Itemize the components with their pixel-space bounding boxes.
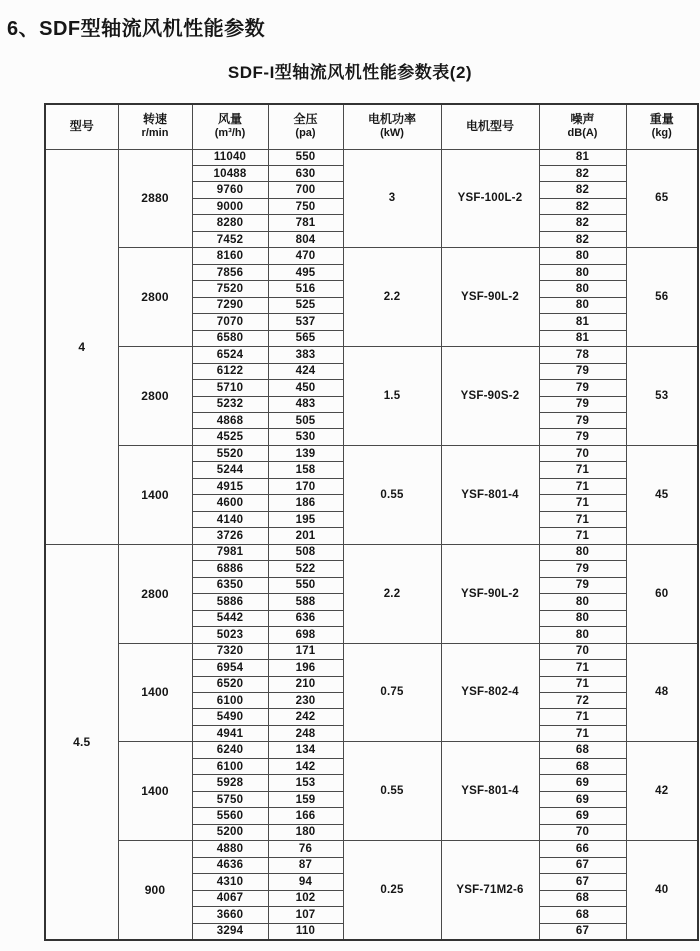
noise-cell: 78 [539, 347, 626, 363]
airflow-cell: 6350 [192, 577, 268, 593]
table-header [45, 104, 698, 149]
pressure-cell: 166 [268, 808, 343, 824]
power-cell: 0.55 [343, 742, 441, 841]
noise-cell: 80 [539, 248, 626, 264]
airflow-cell: 6240 [192, 742, 268, 758]
airflow-cell: 10488 [192, 165, 268, 181]
noise-cell: 70 [539, 445, 626, 461]
airflow-cell: 11040 [192, 149, 268, 165]
noise-cell: 79 [539, 577, 626, 593]
pressure-cell: 76 [268, 841, 343, 857]
pressure-cell: 424 [268, 363, 343, 379]
airflow-cell: 5232 [192, 396, 268, 412]
header-unit: dB(A) [567, 127, 598, 140]
weight-cell: 56 [626, 248, 698, 347]
weight-cell: 65 [626, 149, 698, 248]
table-row [45, 841, 698, 857]
airflow-cell: 4600 [192, 495, 268, 511]
airflow-cell: 3726 [192, 528, 268, 544]
pressure-cell: 630 [268, 165, 343, 181]
pressure-cell: 495 [268, 264, 343, 280]
noise-cell: 67 [539, 874, 626, 890]
noise-cell: 69 [539, 775, 626, 791]
noise-cell: 66 [539, 841, 626, 857]
table-row [45, 643, 698, 659]
pressure-cell: 550 [268, 149, 343, 165]
header-label: 噪声 [570, 112, 595, 127]
airflow-cell: 6954 [192, 660, 268, 676]
airflow-cell: 3660 [192, 907, 268, 923]
column-header-1 [118, 104, 192, 149]
table-row [45, 347, 698, 363]
pressure-cell: 588 [268, 594, 343, 610]
noise-cell: 71 [539, 660, 626, 676]
power-cell: 2.2 [343, 248, 441, 347]
airflow-cell: 6580 [192, 330, 268, 346]
pressure-cell: 804 [268, 231, 343, 247]
noise-cell: 82 [539, 165, 626, 181]
pressure-cell: 537 [268, 314, 343, 330]
speed-cell: 2800 [118, 347, 192, 446]
pressure-cell: 750 [268, 198, 343, 214]
column-header-6 [539, 104, 626, 149]
airflow-cell: 9760 [192, 182, 268, 198]
header-unit: (kW) [380, 127, 404, 140]
pressure-cell: 483 [268, 396, 343, 412]
pressure-cell: 110 [268, 923, 343, 940]
pressure-cell: 525 [268, 297, 343, 313]
airflow-cell: 6886 [192, 561, 268, 577]
pressure-cell: 134 [268, 742, 343, 758]
noise-cell: 82 [539, 182, 626, 198]
noise-cell: 80 [539, 610, 626, 626]
airflow-cell: 6524 [192, 347, 268, 363]
column-header-5 [441, 104, 539, 149]
airflow-cell: 5886 [192, 594, 268, 610]
noise-cell: 71 [539, 511, 626, 527]
table-body [45, 149, 698, 940]
header-label: 全压 [293, 112, 318, 127]
weight-cell: 45 [626, 445, 698, 544]
power-cell: 1.5 [343, 347, 441, 446]
noise-cell: 71 [539, 462, 626, 478]
motor-cell: YSF-801-4 [441, 742, 539, 841]
pressure-cell: 470 [268, 248, 343, 264]
airflow-cell: 9000 [192, 198, 268, 214]
pressure-cell: 139 [268, 445, 343, 461]
pressure-cell: 210 [268, 676, 343, 692]
airflow-cell: 5520 [192, 445, 268, 461]
noise-cell: 80 [539, 281, 626, 297]
airflow-cell: 7856 [192, 264, 268, 280]
pressure-cell: 242 [268, 709, 343, 725]
motor-cell: YSF-802-4 [441, 643, 539, 742]
airflow-cell: 8160 [192, 248, 268, 264]
noise-cell: 70 [539, 824, 626, 840]
weight-cell: 60 [626, 544, 698, 643]
column-header-0 [45, 104, 118, 149]
header-row [45, 104, 698, 149]
airflow-cell: 4525 [192, 429, 268, 445]
model-cell: 4.5 [45, 544, 118, 940]
airflow-cell: 7290 [192, 297, 268, 313]
airflow-cell: 4868 [192, 413, 268, 429]
airflow-cell: 5442 [192, 610, 268, 626]
airflow-cell: 5750 [192, 791, 268, 807]
airflow-cell: 4310 [192, 874, 268, 890]
column-header-2 [192, 104, 268, 149]
pressure-cell: 698 [268, 627, 343, 643]
header-label: 风量 [217, 112, 242, 127]
airflow-cell: 7070 [192, 314, 268, 330]
motor-cell: YSF-90S-2 [441, 347, 539, 446]
header-unit: (kg) [651, 127, 672, 140]
speed-cell: 2880 [118, 149, 192, 248]
pressure-cell: 636 [268, 610, 343, 626]
motor-cell: YSF-801-4 [441, 445, 539, 544]
pressure-cell: 170 [268, 478, 343, 494]
airflow-cell: 7320 [192, 643, 268, 659]
noise-cell: 79 [539, 561, 626, 577]
noise-cell: 71 [539, 725, 626, 741]
pressure-cell: 180 [268, 824, 343, 840]
noise-cell: 81 [539, 330, 626, 346]
airflow-cell: 5490 [192, 709, 268, 725]
header-label: 转速 [142, 112, 167, 127]
airflow-cell: 6100 [192, 692, 268, 708]
pressure-cell: 171 [268, 643, 343, 659]
noise-cell: 82 [539, 198, 626, 214]
speed-cell: 2800 [118, 544, 192, 643]
noise-cell: 79 [539, 413, 626, 429]
airflow-cell: 5200 [192, 824, 268, 840]
noise-cell: 71 [539, 478, 626, 494]
pressure-cell: 107 [268, 907, 343, 923]
pressure-cell: 565 [268, 330, 343, 346]
header-label: 型号 [69, 119, 94, 134]
pressure-cell: 196 [268, 660, 343, 676]
airflow-cell: 4941 [192, 725, 268, 741]
noise-cell: 80 [539, 297, 626, 313]
noise-cell: 70 [539, 643, 626, 659]
noise-cell: 71 [539, 676, 626, 692]
noise-cell: 69 [539, 791, 626, 807]
weight-cell: 40 [626, 841, 698, 940]
motor-cell: YSF-90L-2 [441, 248, 539, 347]
noise-cell: 81 [539, 149, 626, 165]
noise-cell: 79 [539, 380, 626, 396]
pressure-cell: 248 [268, 725, 343, 741]
header-unit: (m³/h) [214, 127, 246, 140]
power-cell: 2.2 [343, 544, 441, 643]
weight-cell: 53 [626, 347, 698, 446]
model-cell: 4 [45, 149, 118, 544]
pressure-cell: 450 [268, 380, 343, 396]
pressure-cell: 230 [268, 692, 343, 708]
noise-cell: 80 [539, 627, 626, 643]
noise-cell: 79 [539, 363, 626, 379]
power-cell: 0.25 [343, 841, 441, 940]
weight-cell: 48 [626, 643, 698, 742]
noise-cell: 82 [539, 215, 626, 231]
pressure-cell: 102 [268, 890, 343, 906]
pressure-cell: 201 [268, 528, 343, 544]
airflow-cell: 6100 [192, 758, 268, 774]
pressure-cell: 516 [268, 281, 343, 297]
airflow-cell: 7452 [192, 231, 268, 247]
pressure-cell: 159 [268, 791, 343, 807]
pressure-cell: 142 [268, 758, 343, 774]
airflow-cell: 5244 [192, 462, 268, 478]
airflow-cell: 5710 [192, 380, 268, 396]
performance-table [44, 103, 699, 941]
noise-cell: 72 [539, 692, 626, 708]
header-label: 重量 [649, 112, 674, 127]
airflow-cell: 4140 [192, 511, 268, 527]
header-unit: (pa) [295, 127, 316, 140]
noise-cell: 71 [539, 495, 626, 511]
pressure-cell: 158 [268, 462, 343, 478]
noise-cell: 68 [539, 758, 626, 774]
header-unit: r/min [141, 127, 169, 140]
header-label: 电机功率 [367, 112, 416, 127]
table-row [45, 149, 698, 165]
noise-cell: 68 [539, 742, 626, 758]
noise-cell: 80 [539, 264, 626, 280]
motor-cell: YSF-100L-2 [441, 149, 539, 248]
noise-cell: 81 [539, 314, 626, 330]
power-cell: 3 [343, 149, 441, 248]
airflow-cell: 4067 [192, 890, 268, 906]
pressure-cell: 383 [268, 347, 343, 363]
speed-cell: 900 [118, 841, 192, 940]
airflow-cell: 4915 [192, 478, 268, 494]
noise-cell: 68 [539, 890, 626, 906]
noise-cell: 67 [539, 857, 626, 873]
airflow-cell: 7520 [192, 281, 268, 297]
pressure-cell: 781 [268, 215, 343, 231]
airflow-cell: 4636 [192, 857, 268, 873]
table-row [45, 248, 698, 264]
airflow-cell: 5928 [192, 775, 268, 791]
motor-cell: YSF-71M2-6 [441, 841, 539, 940]
airflow-cell: 3294 [192, 923, 268, 940]
noise-cell: 69 [539, 808, 626, 824]
table-row [45, 742, 698, 758]
speed-cell: 1400 [118, 742, 192, 841]
noise-cell: 67 [539, 923, 626, 940]
airflow-cell: 6122 [192, 363, 268, 379]
power-cell: 0.55 [343, 445, 441, 544]
noise-cell: 80 [539, 594, 626, 610]
pressure-cell: 522 [268, 561, 343, 577]
column-header-3 [268, 104, 343, 149]
speed-cell: 1400 [118, 643, 192, 742]
power-cell: 0.75 [343, 643, 441, 742]
pressure-cell: 195 [268, 511, 343, 527]
weight-cell: 42 [626, 742, 698, 841]
table-row [45, 544, 698, 560]
pressure-cell: 87 [268, 857, 343, 873]
noise-cell: 79 [539, 429, 626, 445]
pressure-cell: 505 [268, 413, 343, 429]
airflow-cell: 7981 [192, 544, 268, 560]
speed-cell: 2800 [118, 248, 192, 347]
noise-cell: 80 [539, 544, 626, 560]
noise-cell: 79 [539, 396, 626, 412]
pressure-cell: 700 [268, 182, 343, 198]
noise-cell: 82 [539, 231, 626, 247]
airflow-cell: 8280 [192, 215, 268, 231]
motor-cell: YSF-90L-2 [441, 544, 539, 643]
pressure-cell: 508 [268, 544, 343, 560]
airflow-cell: 5023 [192, 627, 268, 643]
table-title: SDF-I型轴流风机性能参数表(2) [227, 63, 473, 82]
airflow-cell: 4880 [192, 841, 268, 857]
page-title: 6、SDF型轴流风机性能参数 [7, 18, 266, 40]
airflow-cell: 6520 [192, 676, 268, 692]
pressure-cell: 530 [268, 429, 343, 445]
noise-cell: 68 [539, 907, 626, 923]
header-label: 电机型号 [465, 119, 514, 134]
speed-cell: 1400 [118, 445, 192, 544]
table-row [45, 445, 698, 461]
column-header-7 [626, 104, 698, 149]
noise-cell: 71 [539, 528, 626, 544]
airflow-cell: 5560 [192, 808, 268, 824]
column-header-4 [343, 104, 441, 149]
pressure-cell: 186 [268, 495, 343, 511]
pressure-cell: 550 [268, 577, 343, 593]
pressure-cell: 153 [268, 775, 343, 791]
pressure-cell: 94 [268, 874, 343, 890]
noise-cell: 71 [539, 709, 626, 725]
